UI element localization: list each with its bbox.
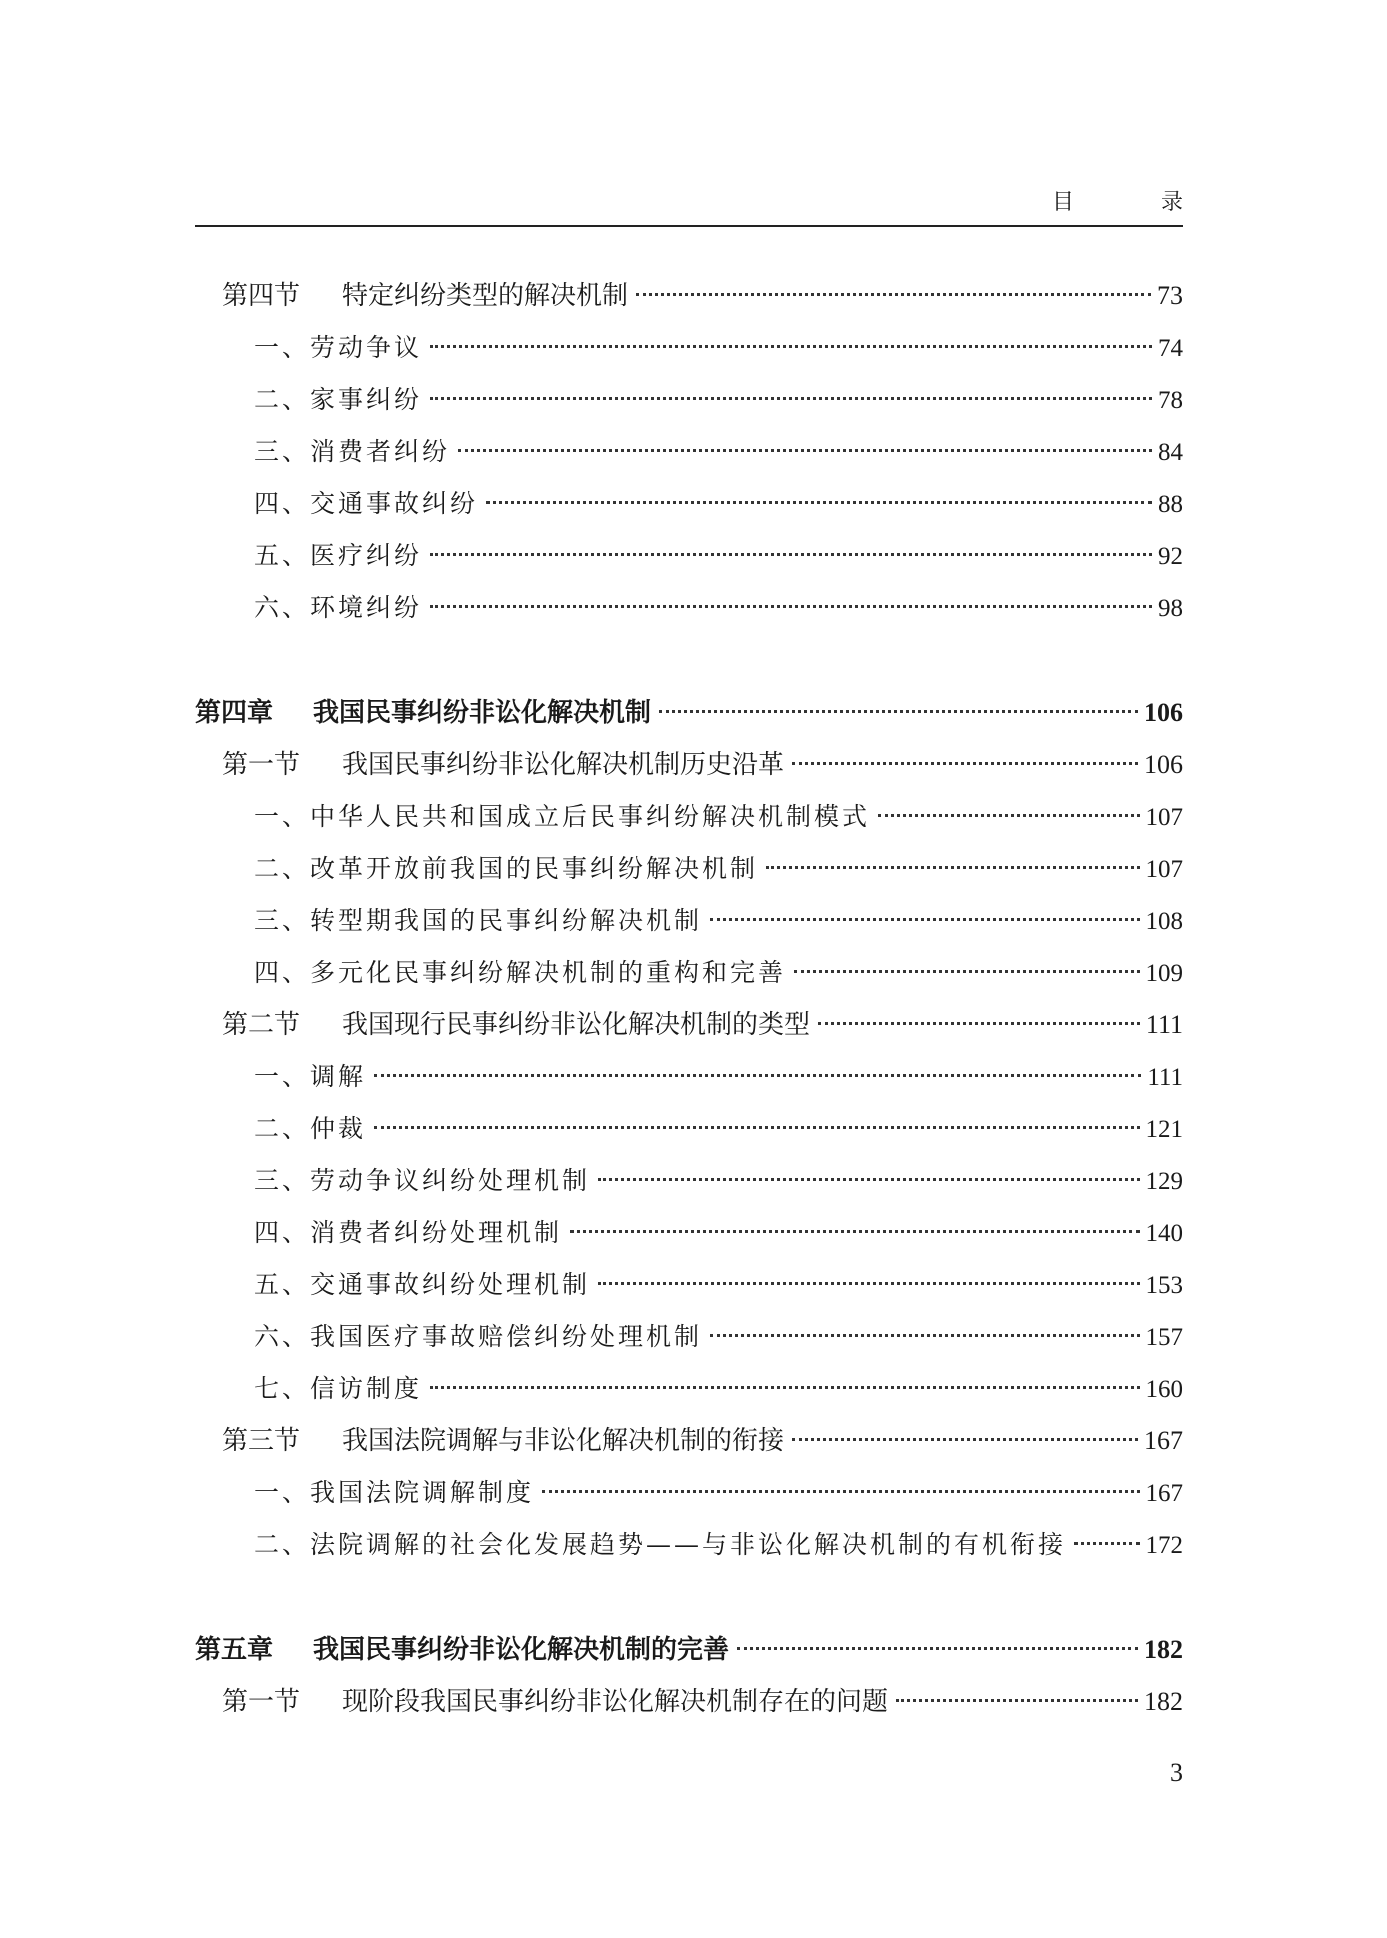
entry-title: 一、我国法院调解制度 (254, 1478, 535, 1507)
entry-page: 111 (1145, 1010, 1183, 1039)
entry-title: 我国法院调解与非讼化解决机制的衔接 (342, 1426, 785, 1456)
toc-item-entry[interactable] (254, 432, 1183, 472)
entry-page: 92 (1158, 543, 1183, 570)
dot-leader (430, 605, 1152, 608)
entry-page: 111 (1147, 1064, 1183, 1091)
toc-item-entry[interactable] (254, 1369, 1183, 1409)
entry-title: 三、劳动争议纠纷处理机制 (254, 1166, 591, 1195)
entry-page: 73 (1157, 281, 1183, 310)
toc-section-entry[interactable] (222, 1005, 1183, 1045)
toc-item-entry[interactable] (254, 1213, 1183, 1253)
chapter-number: 第四章 (195, 698, 274, 728)
toc-item-entry[interactable] (254, 1161, 1183, 1201)
dot-leader (710, 1334, 1139, 1337)
entry-title: 四、交通事故纠纷 (254, 489, 479, 518)
dot-leader (598, 1282, 1139, 1285)
entry-page: 98 (1158, 595, 1183, 622)
dot-leader (598, 1178, 1139, 1181)
toc-item-entry[interactable] (254, 380, 1183, 420)
dot-leader (570, 1230, 1139, 1233)
toc-item-entry[interactable] (254, 1525, 1183, 1565)
entry-page: 74 (1158, 335, 1183, 362)
entry-page: 108 (1145, 908, 1183, 935)
entry-title: 二、改革开放前我国的民事纠纷解决机制 (254, 854, 759, 883)
section-number: 第一节 (222, 1687, 301, 1717)
dot-leader (636, 293, 1151, 296)
entry-title: 六、环境纠纷 (254, 593, 423, 622)
entry-page: 88 (1158, 491, 1183, 518)
toc-item-entry[interactable] (254, 901, 1183, 941)
entry-title: 现阶段我国民事纠纷非讼化解决机制存在的问题 (342, 1687, 889, 1717)
dot-leader (374, 1126, 1139, 1129)
dot-leader (430, 397, 1152, 400)
entry-page: 109 (1145, 960, 1183, 987)
dot-leader (1074, 1542, 1139, 1545)
dot-leader (878, 814, 1139, 817)
dot-leader (710, 918, 1139, 921)
entry-title: 一、劳动争议 (254, 333, 423, 362)
toc-section-entry[interactable] (222, 1421, 1183, 1461)
entry-title: 我国现行民事纠纷非讼化解决机制的类型 (342, 1010, 811, 1040)
section-number: 第四节 (222, 281, 301, 311)
toc-section-entry[interactable] (222, 1682, 1183, 1722)
entry-title: 一、中华人民共和国成立后民事纠纷解决机制模式 (254, 802, 871, 831)
entry-page: 78 (1158, 387, 1183, 414)
dot-leader (430, 345, 1152, 348)
toc-item-entry[interactable] (254, 484, 1183, 524)
entry-page: 84 (1158, 439, 1183, 466)
dot-leader (659, 710, 1138, 713)
toc-item-entry[interactable] (254, 953, 1183, 993)
dot-leader (430, 1386, 1139, 1389)
entry-title: 五、交通事故纠纷处理机制 (254, 1270, 591, 1299)
entry-page: 167 (1145, 1480, 1183, 1507)
entry-title: 我国民事纠纷非讼化解决机制历史沿革 (342, 750, 785, 780)
dot-leader (766, 866, 1139, 869)
entry-title: 二、仲裁 (254, 1114, 367, 1143)
dot-leader (794, 970, 1139, 973)
entry-title: 一、调解 (254, 1062, 367, 1091)
entry-page: 106 (1144, 698, 1183, 727)
chapter-number: 第五章 (195, 1635, 274, 1665)
entry-page: 129 (1145, 1168, 1183, 1195)
entry-title: 四、消费者纠纷处理机制 (254, 1218, 563, 1247)
toc-item-entry[interactable] (254, 536, 1183, 576)
dot-leader (737, 1647, 1138, 1650)
toc-section-entry[interactable] (222, 276, 1183, 316)
dot-leader (896, 1699, 1138, 1702)
section-number: 第二节 (222, 1010, 301, 1040)
toc-item-entry[interactable] (254, 1057, 1183, 1097)
dot-leader (542, 1490, 1139, 1493)
entry-title: 特定纠纷类型的解决机制 (342, 281, 629, 311)
toc-item-entry[interactable] (254, 797, 1183, 837)
dot-leader (458, 449, 1152, 452)
entry-page: 121 (1145, 1116, 1183, 1143)
dot-leader (792, 762, 1138, 765)
toc-item-entry[interactable] (254, 849, 1183, 889)
toc-item-entry[interactable] (254, 328, 1183, 368)
toc-item-entry[interactable] (254, 1317, 1183, 1357)
entry-page: 140 (1145, 1220, 1183, 1247)
toc-section-entry[interactable] (222, 745, 1183, 785)
entry-page: 167 (1144, 1426, 1183, 1455)
entry-title: 二、法院调解的社会化发展趋势——与非讼化解决机制的有机衔接 (254, 1530, 1067, 1559)
entry-page: 182 (1144, 1687, 1183, 1716)
toc-item-entry[interactable] (254, 588, 1183, 628)
toc-item-entry[interactable] (254, 1473, 1183, 1513)
toc-chapter-entry[interactable] (195, 1630, 1183, 1670)
page-number: 3 (1170, 1758, 1183, 1787)
entry-title: 三、消费者纠纷 (254, 437, 451, 466)
entry-title: 七、信访制度 (254, 1374, 423, 1403)
entry-page: 157 (1145, 1324, 1183, 1351)
entry-title: 六、我国医疗事故赔偿纠纷处理机制 (254, 1322, 703, 1351)
entry-page: 172 (1145, 1532, 1183, 1559)
entry-title: 我国民事纠纷非讼化解决机制 (313, 698, 652, 728)
entry-title: 我国民事纠纷非讼化解决机制的完善 (313, 1635, 730, 1665)
dot-leader (818, 1022, 1140, 1025)
entry-title: 五、医疗纠纷 (254, 541, 423, 570)
section-number: 第三节 (222, 1426, 301, 1456)
dot-leader (430, 553, 1152, 556)
entry-page: 107 (1145, 856, 1183, 883)
toc-chapter-entry[interactable] (195, 693, 1183, 733)
toc-item-entry[interactable] (254, 1265, 1183, 1305)
entry-title: 二、家事纠纷 (254, 385, 423, 414)
running-header-title: 目 录 (1052, 190, 1223, 215)
dot-leader (486, 501, 1152, 504)
section-number: 第一节 (222, 750, 301, 780)
entry-title: 三、转型期我国的民事纠纷解决机制 (254, 906, 703, 935)
entry-page: 106 (1144, 750, 1183, 779)
entry-page: 107 (1145, 804, 1183, 831)
dot-leader (374, 1074, 1141, 1077)
toc-item-entry[interactable] (254, 1109, 1183, 1149)
entry-title: 四、多元化民事纠纷解决机制的重构和完善 (254, 958, 787, 987)
dot-leader (792, 1438, 1138, 1441)
entry-page: 153 (1145, 1272, 1183, 1299)
entry-page: 182 (1144, 1635, 1183, 1664)
entry-page: 160 (1145, 1376, 1183, 1403)
header-rule (195, 225, 1183, 227)
